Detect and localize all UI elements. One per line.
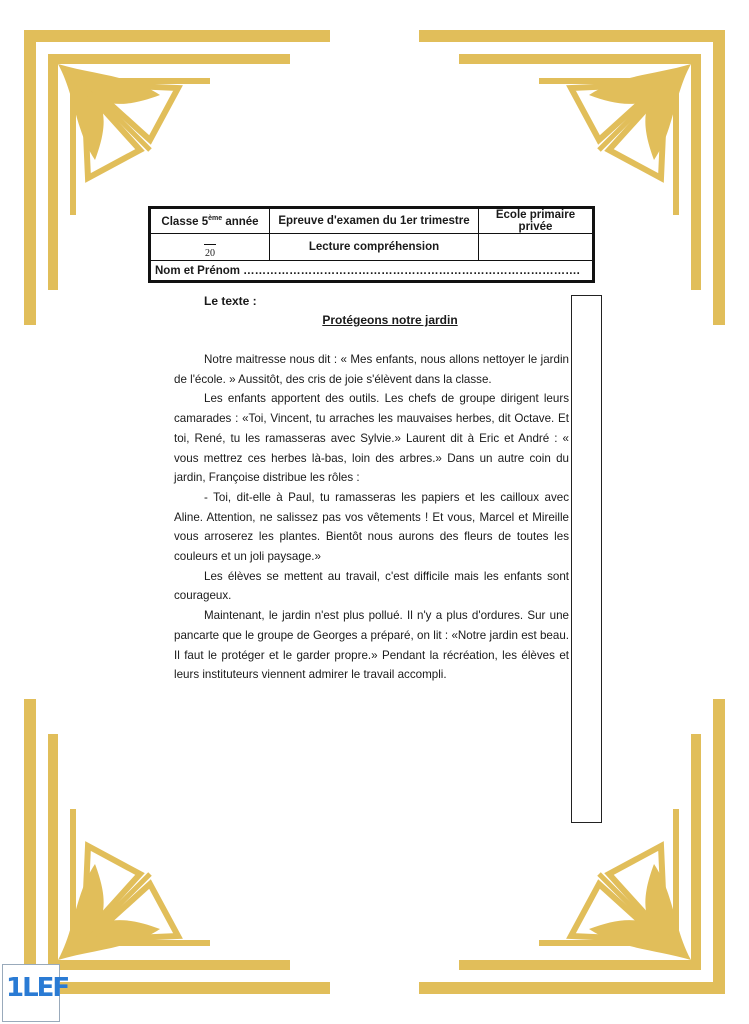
paragraph: Les élèves se mettent au travail, c'est difficile mais les enfants sont courageux. [174, 569, 569, 603]
score-cell[interactable] [150, 234, 270, 261]
section-label: Le texte : [204, 294, 257, 308]
class-label: Classe 5 [161, 215, 209, 228]
exam-title: Epreuve d'examen du 1er trimestre [270, 208, 479, 234]
margin-grading-box [571, 295, 602, 823]
reading-text [174, 350, 569, 685]
site-logo [2, 964, 69, 1022]
class-superscript: ème [208, 214, 223, 222]
score-blank[interactable] [204, 236, 216, 245]
name-field[interactable]: Nom et Prénom ……………………………………………………………………………. [150, 261, 594, 282]
paragraph: Notre maitresse nous dit : « Mes enfants, nous allons nettoyer le jardin de l'école. » Aussitôt, des cris de joie s'élèvent dans la classe. [174, 353, 569, 386]
text-title: Protégeons notre jardin [322, 313, 458, 327]
score-denominator: 20 [205, 247, 215, 259]
exam-header-table [148, 206, 595, 283]
school-name: Ecole primaire privée [479, 208, 594, 234]
frame-corner-bottom-left [24, 699, 330, 994]
class-cell [150, 208, 270, 234]
paragraph: Maintenant, le jardin n'est plus pollué. Il n'y a plus d'ordures. Sur une pancarte que le groupe de Georges a préparé, on lit : «Notre jardin est beau. Il faut le protéger et le garder propre.» Pendant la récréation, les élèves et leurs instituteurs viennent admirer le travail accompli. [174, 609, 569, 682]
paragraph: Les enfants apportent des outils. Les chefs de groupe dirigent leurs camarades : «Toi, Vincent, tu arraches les mauvaises herbes, dit Octave. Et toi, René, tu les ramasseras avec Sylvie.» Laurent dit à Eric et André : « vous mettrez ces herbes là-bas, loin des arbres.» Dans un autre coin du jardin, Françoise distribue les rôles : [174, 392, 569, 485]
school-blank-cell [479, 234, 594, 261]
subject-label: Lecture compréhension [270, 234, 479, 261]
class-suffix: année [222, 215, 259, 228]
logo-wordmark: 1LEF [6, 973, 69, 1003]
paragraph: - Toi, dit-elle à Paul, tu ramasseras les papiers et les cailloux avec Aline. Attention, ne salissez pas vos vêtements ! Et vous, Marcel et Mireille vous arroserez les plantes. Bientôt nous aurons des fleurs de toutes les couleurs et un joli paysage.» [174, 490, 569, 564]
logo-text [6, 975, 68, 1001]
